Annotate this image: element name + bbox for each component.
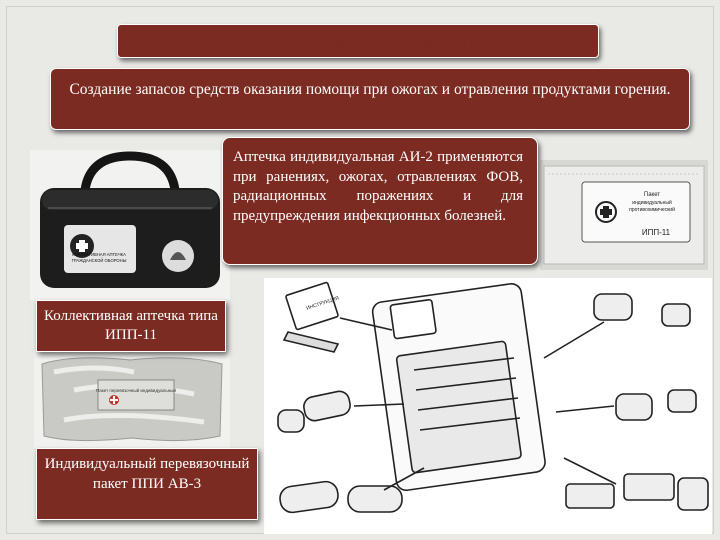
- collective-kit-bag-photo: [30, 150, 230, 300]
- page-title: 4.Медико-профилактические мероприятия: [117, 24, 599, 58]
- ppi-pack-text: Пакет перевязочный индивидуальный: [96, 388, 176, 393]
- ppi-bandage-pack-photo: [34, 350, 230, 448]
- booklet-text: ИНСТРУКЦИЯ: [305, 295, 340, 312]
- collective-kit-caption: Коллективная аптечка типа ИПП-11: [36, 300, 226, 352]
- ai2-description-box: Аптечка индивидуальная АИ-2 применяются при ранениях, ожогах, отравлениях ФОВ, радиационных поражениях и для предупреждения инфекционных болезней.: [222, 137, 538, 265]
- bag-text-2: ГРАЖДАНСКОЙ ОБОРОНЫ: [71, 258, 127, 263]
- ipp11-packet-photo: [540, 160, 708, 270]
- intro-text-box: Создание запасов средств оказания помощи при ожогах и отравления продуктами горения.: [50, 68, 690, 130]
- packet-line-3: противохимический: [629, 207, 675, 213]
- ai2-kit-contents-drawing: [264, 278, 712, 534]
- packet-line-1: Пакет: [643, 192, 661, 198]
- bag-text-1: КОЛЛЕКТИВНАЯ АПТЕЧКА: [72, 252, 126, 257]
- packet-line-2: индивидуальный: [632, 200, 672, 206]
- packet-code: ИПП-11: [641, 228, 671, 237]
- bandage-pack-caption: Индивидуальный перевязочный пакет ППИ АВ-3: [36, 448, 258, 520]
